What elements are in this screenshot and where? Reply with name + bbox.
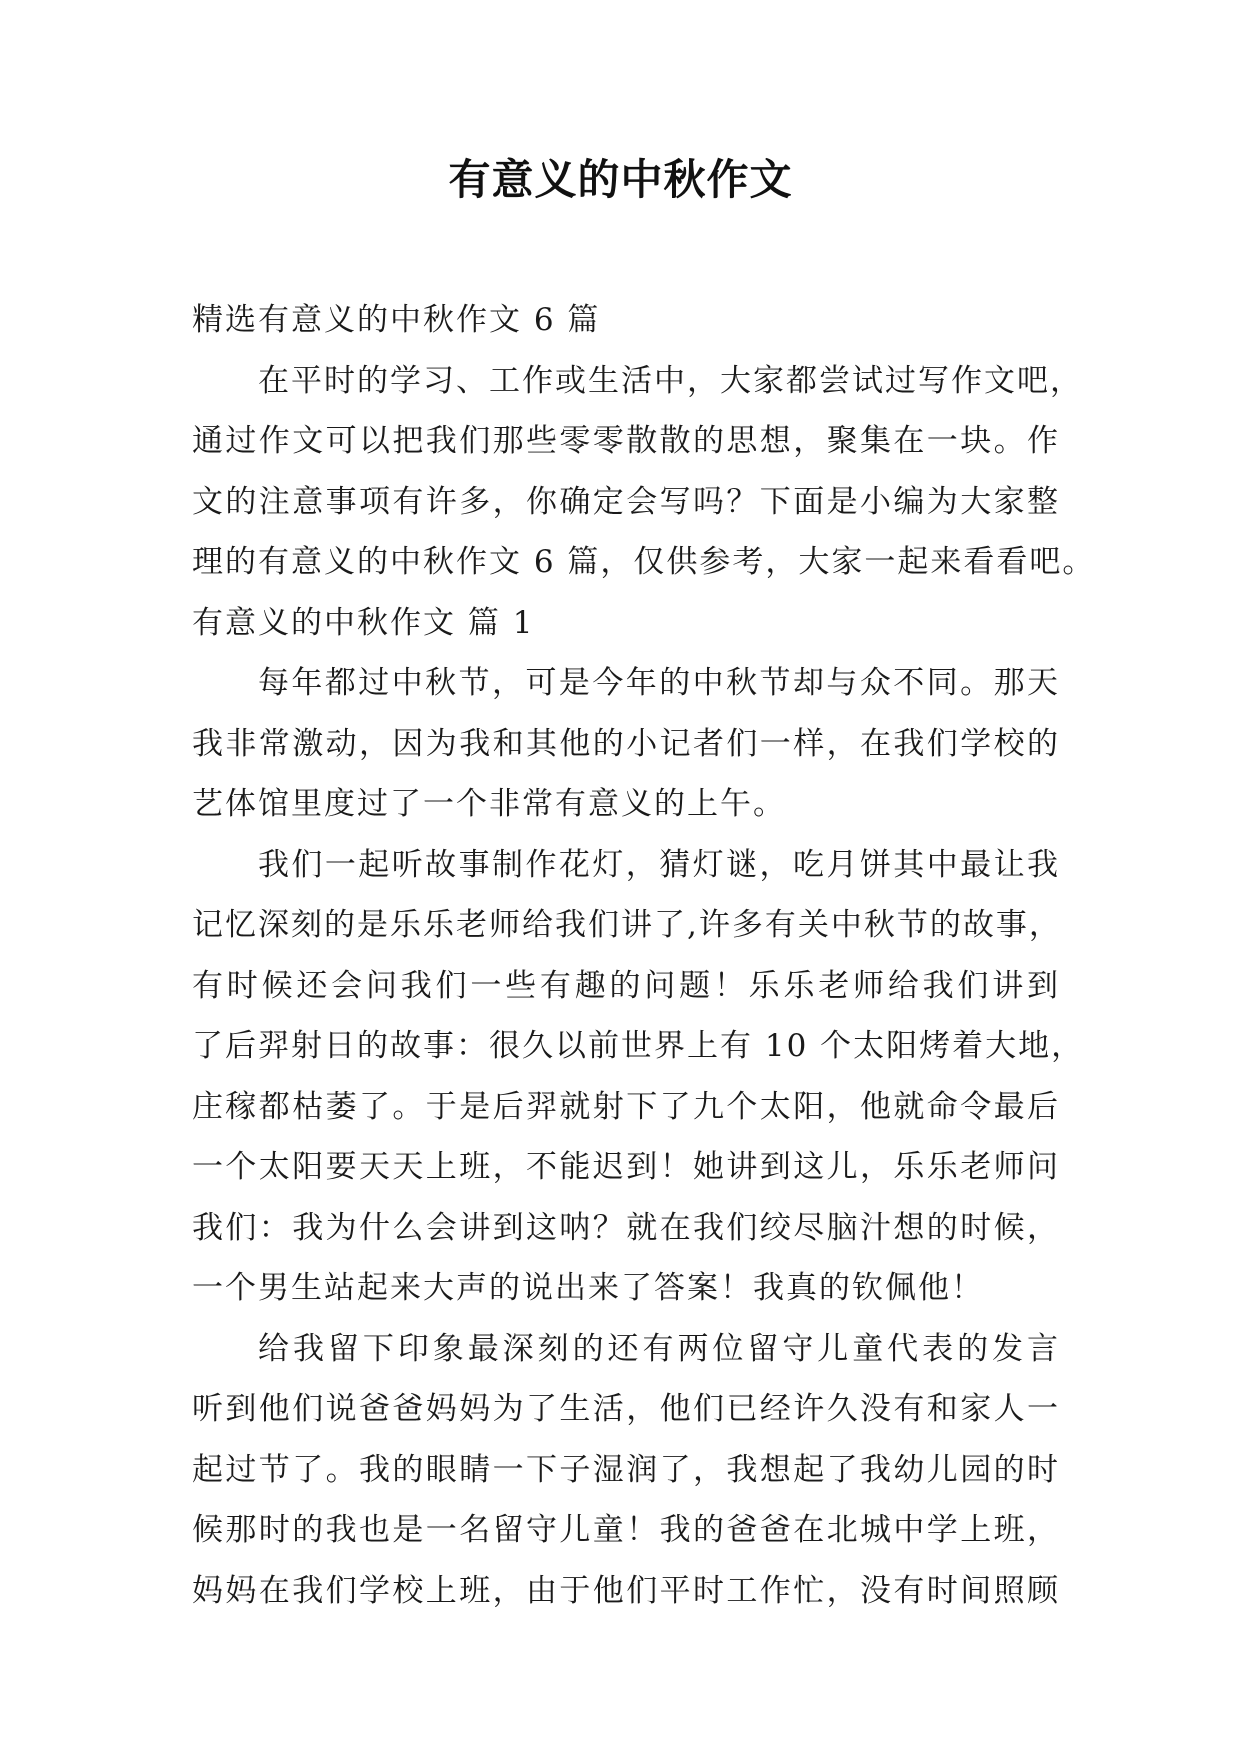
text-line: 每年都过中秋节，可是今年的中秋节却与众不同。那天 [258,665,1060,701]
text-line: 听到他们说爸爸妈妈为了生活，他们已经许久没有和家人一 [192,1391,1060,1427]
text-line: 通过作文可以把我们那些零零散散的思想，聚集在一块。作 [192,423,1060,459]
text-line: 我们一起听故事制作花灯，猜灯谜，吃月饼其中最让我 [258,846,1060,883]
text-line: 候那时的我也是一名留守儿童！我的爸爸在北城中学上班， [192,1512,1060,1548]
text-line: 在平时的学习、工作或生活中，大家都尝试过写作文吧， [258,362,1083,399]
text-line: 有意义的中秋作文 篇 1 [192,604,535,641]
text-line: 庄稼都枯萎了。于是后羿就射下了九个太阳，他就命令最后 [192,1088,1060,1125]
text-line: 起过节了。我的眼睛一下子湿润了，我想起了我幼儿园的时 [192,1451,1060,1488]
text-line: 妈妈在我们学校上班，由于他们平时工作忙，没有时间照顾 [192,1572,1060,1609]
text-line: 一个太阳要天天上班，不能迟到！她讲到这儿，乐乐老师问 [192,1149,1060,1185]
text-line: 了后羿射日的故事：很久以前世界上有 10 个太阳烤着大地， [192,1028,1085,1064]
document-title: 有意义的中秋作文 [448,155,793,204]
text-line: 给我留下印象最深刻的还有两位留守儿童代表的发言 [258,1330,1060,1367]
document-body [192,290,1096,1621]
text-line: 我非常激动，因为我和其他的小记者们一样，在我们学校的 [192,725,1060,762]
text-line: 文的注意事项有许多，你确定会写吗？下面是小编为大家整 [192,483,1060,520]
text-line: 记忆深刻的是乐乐老师给我们讲了,许多有关中秋节的故事， [192,907,1062,943]
text-line: 我们：我为什么会讲到这呐？就在我们绞尽脑汁想的时候， [192,1209,1060,1246]
text-line: 有时候还会问我们一些有趣的问题！乐乐老师给我们讲到 [192,967,1060,1004]
text-line: 理的有意义的中秋作文 6 篇，仅供参考，大家一起来看看吧。 [192,544,1096,580]
text-line: 精选有意义的中秋作文 6 篇 [192,302,601,338]
text-line: 一个男生站起来大声的说出来了答案！我真的钦佩他！ [192,1270,984,1306]
text-line: 艺体馆里度过了一个非常有意义的上午。 [192,786,786,822]
